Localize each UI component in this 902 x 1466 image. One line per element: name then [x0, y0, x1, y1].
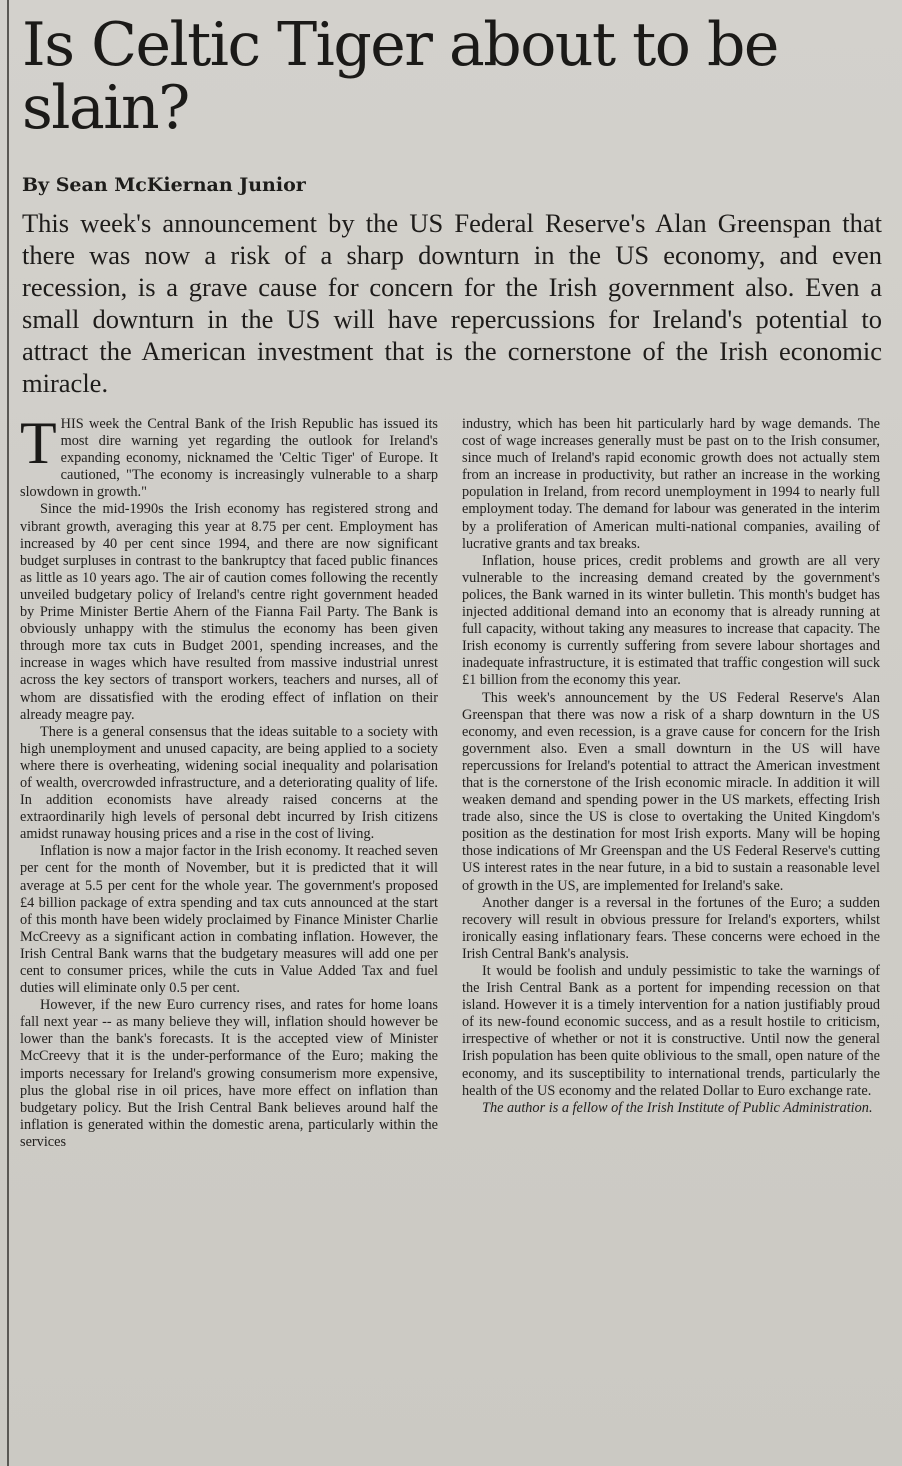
paragraph-text: HIS week the Central Bank of the Irish Republic has issued its most dire warning yet regarding the outlook for Ireland's expanding economy, nicknamed the 'Celtic Tiger' of Europe. It cautioned, "The economy is increasingly vulnerable to a sharp slowdown in growth." — [20, 416, 438, 501]
paragraph: Inflation, house prices, credit problems and growth are all very vulnerable to the increasing demand created by the government's polices, the Bank warned in its winter bulletin. This month's budget has injected additional demand into an economy that is already running at full capacity, without taking any measures to increase that capacity. The Irish economy is currently suffering from severe labour shortages and inadequate infrastructure, it is estimated that traffic congestion will suck £1 billion from the economy this year. — [462, 552, 880, 689]
paragraph: industry, which has been hit particularly hard by wage demands. The cost of wage increases generally must be past on to the Irish consumer, since much of Ireland's rapid economic growth does not actually stem from an increase in productivity, but rather an increase in the working population in Ireland, from record unemployment in 1994 to nearly full employment today. The demand for labour was generated in the interim by a proliferation of American multi-national companies, availing of lucrative grants and tax breaks. — [462, 416, 880, 552]
byline: By Sean McKiernan Junior — [22, 174, 306, 196]
paragraph: Another danger is a reversal in the fortunes of the Euro; a sudden recovery will result in obvious pressure for Ireland's exporters, whilst ironically easing inflationary fears. These concerns were echoed in the Irish Central Bank's analysis. — [462, 894, 880, 962]
paragraph: However, if the new Euro currency rises, and rates for home loans fall next year -- as many believe they will, inflation should however be lower than the bank's forecasts. It is the accepted view of Minister McCreevy that it is the under-performance of the Euro; making the imports necessary for Ireland's growing consumerism more expensive, plus the global rise in oil prices, have more effect on inflation than budgetary policy. But the Irish Central Bank believes around half the inflation is generated within the domestic arena, particularly within the services — [20, 997, 438, 1150]
paragraph: There is a general consensus that the ideas suitable to a society with high unemployment and unused capacity, are being applied to a society where there is overheating, widening social inequality and polarisation of wealth, overcrowded infrastructure, and a deteriorating quality of life. In addition economists have already raised concerns at the extraordinarily high levels of personal debt incurred by Irish citizens amidst runaway housing prices and a rise in the cost of living. — [20, 723, 438, 843]
paragraph — [20, 410, 438, 501]
standfirst: This week's announcement by the US Federal Reserve's Alan Greenspan that there was now a risk of a sharp downturn in the US economy, and even recession, is a grave cause for concern for the Irish government also. Even a small downturn in the US will have repercussions for Ireland's potential to attract the American investment that is the cornerstone of the Irish economic miracle. — [22, 208, 882, 398]
paragraph: This week's announcement by the US Federal Reserve's Alan Greenspan that there was now a risk of a sharp downturn in the US economy, and even recession, is a grave cause for concern for the Irish government also. Even a small downturn in the US will have repercussions for Ireland's potential to attract the American investment that is the cornerstone of the Irish economic miracle. In addition it will weaken demand and spending power in the US markets, effecting Irish trade also, since the US is close to overtaking the United Kingdom's position as the destination for most Irish exports. Many will be hoping those indications of Mr Greenspan and the US Federal Reserve's cutting US interest rates in the near future, in a bid to sustain a reasonable level of growth in the US, are implemented for Ireland's sake. — [462, 689, 880, 894]
right-column — [462, 416, 880, 1117]
paragraph: It would be foolish and unduly pessimistic to take the warnings of the Irish Central Bank as a portent for impending recession on that island. However it is a timely intervention for a nation justifiably proud of its new-found economic success, and as a result hostile to criticism, irrespective of whether or not it is constructive. Until now the general Irish population has been quite oblivious to the small, open nature of the economy, and its susceptibility to international trends, particularly the health of the US economy and the related Dollar to Euro exchange rate. — [462, 963, 880, 1099]
column-rule — [7, 0, 9, 1466]
paragraph: Since the mid-1990s the Irish economy has registered strong and vibrant growth, averaging this year at 8.75 per cent. Employment has increased by 40 per cent since 1994, and there are now significant budget surpluses in contrast to the bankruptcy that faced public finances as little as 10 years ago. The air of caution comes following the recently unveiled budgetary policy of Ireland's centre right government headed by Prime Minister Bertie Ahern of the Fianna Fail Party. The Bank is obviously unhappy with the stimulus the economy has been given through more tax cuts in Budget 2001, spending increases, and the increase in wages which have resulted from massive industrial unrest across the key sectors of transport workers, teachers and nurses, all of whom are dissatisfied with the eroding effect of inflation on their already meagre pay. — [20, 501, 438, 723]
drop-cap: T — [20, 410, 57, 476]
left-column — [20, 410, 438, 1151]
headline: Is Celtic Tiger about to be slain? — [22, 10, 778, 143]
paragraph: Inflation is now a major factor in the Irish economy. It reached seven per cent for the month of November, but it is predicted that it will average at 5.5 per cent for the whole year. The government's proposed £4 billion package of extra spending and tax cuts announced at the start of this month have been widely proclaimed by Finance Minister Charlie McCreevy as a significant action in combating inflation. However, the Irish Central Bank warns that the budgetary measures will add one per cent to consumer prices, while the cuts in Value Added Tax and fuel duties will eliminate only 0.5 per cent. — [20, 843, 438, 997]
author-note: The author is a fellow of the Irish Institute of Public Administration. — [482, 1099, 873, 1116]
